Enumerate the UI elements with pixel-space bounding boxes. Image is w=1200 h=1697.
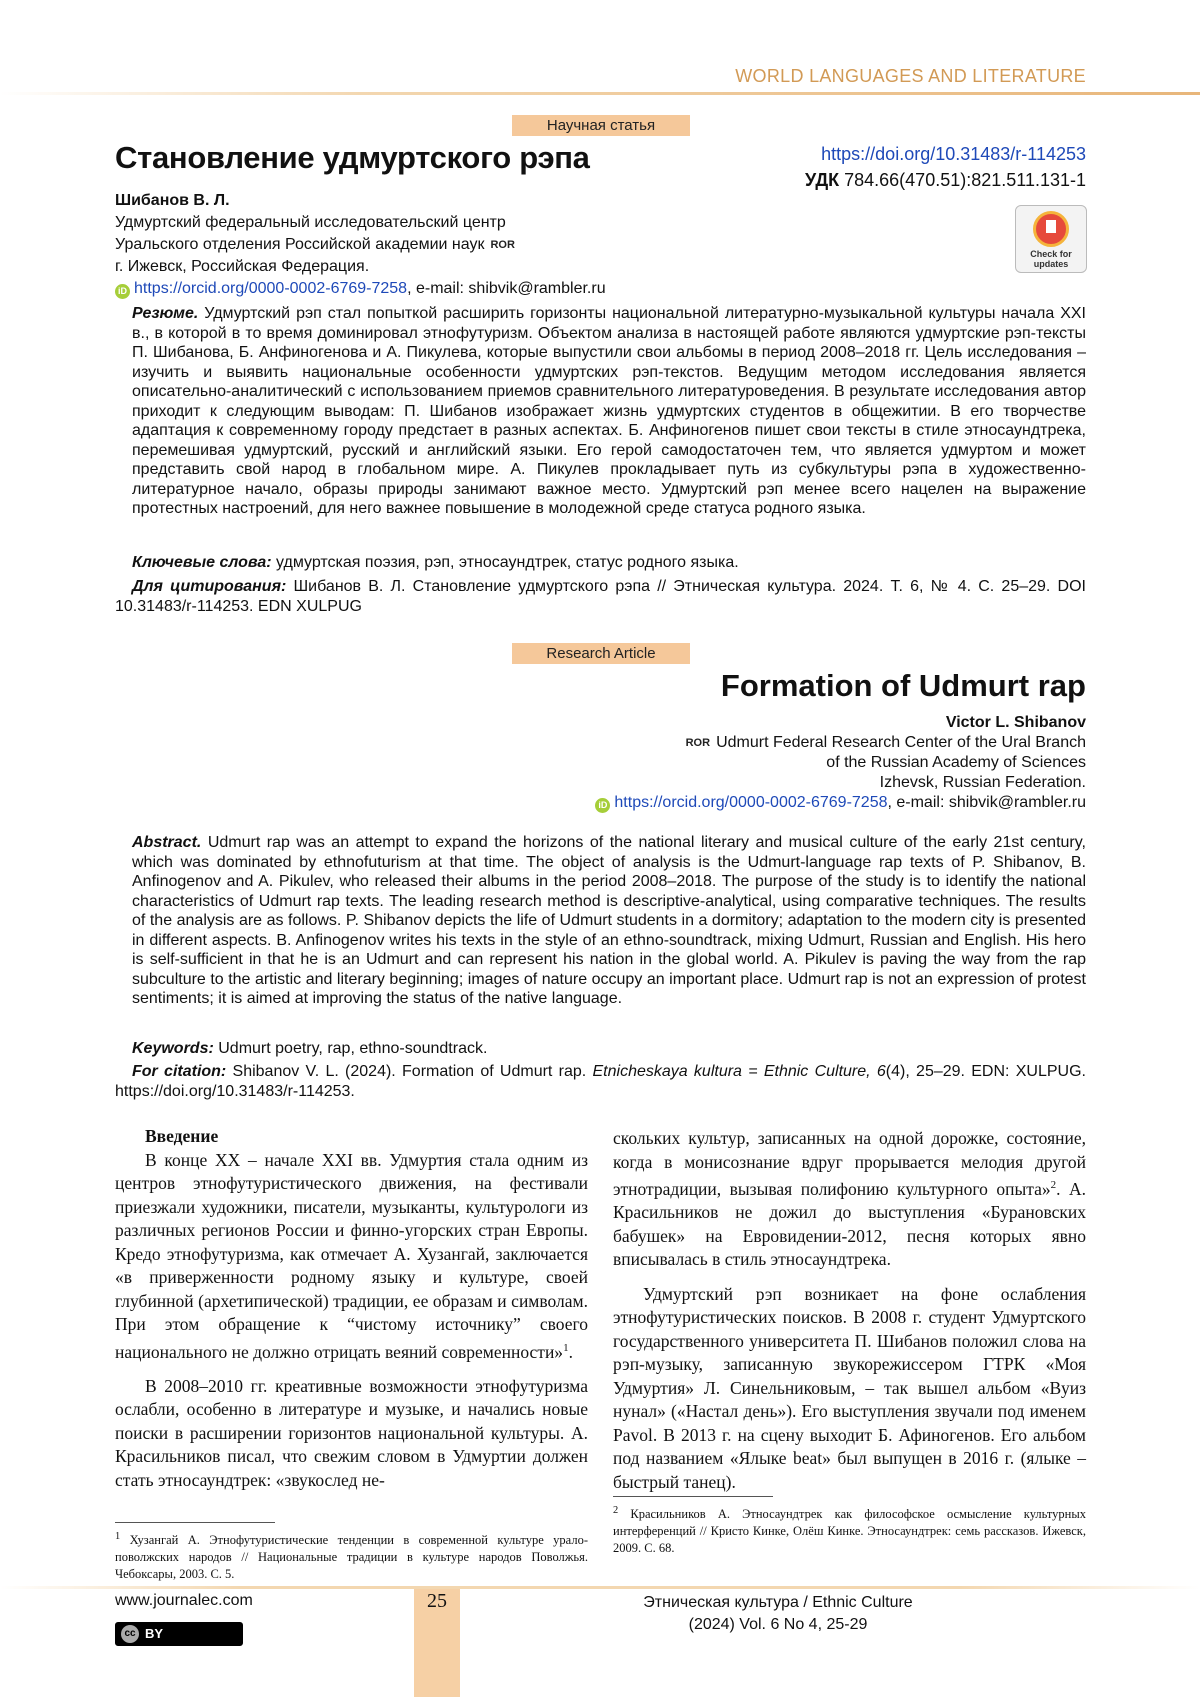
paragraph-1-end: .: [568, 1341, 573, 1362]
abstract-text-ru: Удмуртский рэп стал попыткой расширить горизонты национальной литературно-музыкальной культуры начала XXI в., в которой в то время доминировал этнофутуризм. Объектом анализа в настоящей работе являются удмуртские рэп-тексты П. Шибанова, Б. Анфиногенова и А. Пикулева, которые выпустили свои альбомы в период 2008–2018 гг. Цель исследования – изучить и выявить национальные особенности удмуртских рэп-текстов. Ведущим методом исследования является описательно-аналитический с использованием приемов сравнительного литературоведения. В результате исследования автор приходит к следующим выводам: П. Шибанов изображает жизнь удмуртских студентов в общежитии. В его творчестве адаптация к современному городу предстает в разных аспектах. Б. Анфиногенов пишет свои тексты в стиле этносаундтрека, перемешивая удмуртский, русский и английский языки. Его герой самодостаточен тем, что является удмуртом и может представить свой народ в глобальном мире. А. Пикулев прокладывает путь из субкультуры рэпа в художественно-литературное начало, образы природы занимают важное место. Удмуртский рэп менее всего нацелен на выражение протестных настроений, для него важнее повышение в молодежной среде статуса родного языка.: [132, 305, 1086, 517]
article-title-en: Formation of Udmurt rap: [720, 668, 1086, 703]
ror-icon[interactable]: ROR: [490, 239, 515, 251]
footnote-2-text: Красильников А. Этносаундтрек как философское осмысление культурных интерференций // Кристо Кинке, Олёш Кинке. Этносаундтрек: семь рассказов. Ижевск, 2009. С. 68.: [613, 1507, 1086, 1556]
license-label: BY: [145, 1626, 164, 1641]
keywords-ru: [132, 553, 1086, 573]
article-type-badge-en: Research Article: [512, 643, 690, 664]
footnote-divider-right: [613, 1496, 773, 1497]
section-heading: Введение: [145, 1126, 219, 1146]
citation-text-en-1: Shibanov V. L. (2024). Formation of Udmurt rap.: [226, 1063, 593, 1080]
check-for-updates-button[interactable]: [1015, 205, 1087, 273]
body-column-right: [613, 1127, 1086, 1494]
udk-value: 784.66(470.51):821.511.131-1: [839, 170, 1086, 190]
journal-name: Этническая культура / Ethnic Culture: [643, 1594, 913, 1611]
section-label: WORLD LANGUAGES AND LITERATURE: [735, 66, 1086, 86]
footnote-1-number: 1: [115, 1531, 121, 1542]
footnote-1-text: Хузангай А. Этнофутуристические тенденции в современной культуре урало-поволжских народов // Национальные традиции в культуре народов Поволжья. Чебоксары, 2003. С. 5.: [115, 1533, 588, 1582]
citation-journal-en: Etnicheskaya kultura = Ethnic Culture, 6: [592, 1063, 886, 1080]
citation-en: [115, 1062, 1086, 1101]
cc-icon: cc: [121, 1625, 139, 1643]
cc-by-license-badge[interactable]: [115, 1622, 243, 1646]
author-block-en: [595, 713, 1086, 813]
keywords-label-en: Keywords:: [132, 1040, 214, 1057]
orcid-icon: iD: [595, 798, 610, 813]
journal-issue: (2024) Vol. 6 No 4, 25-29: [688, 1616, 868, 1633]
affiliation-line-1: Удмуртский федеральный исследовательский центр: [115, 214, 506, 231]
journal-info: [613, 1592, 943, 1636]
author-name-ru: Шибанов В. Л.: [115, 192, 230, 209]
orcid-line-ru: [115, 278, 606, 300]
keywords-text-en: Udmurt poetry, rap, ethno-soundtrack.: [213, 1040, 488, 1057]
paragraph-3: [613, 1127, 1086, 1272]
citation-ru: [115, 577, 1086, 616]
affiliation-en-3: Izhevsk, Russian Federation.: [879, 774, 1086, 791]
doi-link[interactable]: https://doi.org/10.31483/r-114253: [821, 144, 1086, 164]
keywords-en: [132, 1039, 1086, 1059]
author-block-ru: [115, 190, 606, 300]
keywords-text-ru: удмуртская поэзия, рэп, этносаундтрек, статус родного языка.: [271, 554, 739, 571]
page-number: 25: [427, 1590, 447, 1612]
footnote-1: [115, 1528, 588, 1583]
affiliation-en-2: of the Russian Academy of Sciences: [826, 754, 1086, 771]
abstract-text-en: Udmurt rap was an attempt to expand the horizons of the national literary and musical culture of the early 21st century, which was dominated by ethnofuturism at that time. The object of analysis is the Udmurt-language rap texts of P. Shibanov, B. Anfinogenov and A. Pikulev, who released their albums in the period 2008–2018. The purpose of the study is to identify the national characteristics of Udmurt rap texts. The leading research method is descriptive-analytical, using comparative techniques. The results of the analysis are as follows. P. Shibanov depicts the life of Udmurt students in a dormitory; adaptation to the modern city is presented in different aspects. B. Anfinogenov writes his texts in the style of an ethno-soundtrack, mixing Udmurt, Russian and English. His hero is self-sufficient in that he is an Udmurt and can represent his nation in the global world. A. Pikulev is paving the way from the rap subculture to the artistic and literary beginning; images of nature occupy an important place. Udmurt rap is not an expression of protest sentiments; it is aimed at improving the status of the native language.: [132, 834, 1086, 1007]
body-column-left: [115, 1125, 588, 1492]
author-name-en: Victor L. Shibanov: [945, 714, 1086, 731]
citation-label-ru: Для цитирования:: [132, 578, 287, 595]
orcid-icon: iD: [115, 284, 130, 299]
orcid-link-en[interactable]: https://orcid.org/0000-0002-6769-7258: [614, 794, 888, 811]
orcid-line-en: [595, 793, 1086, 813]
paragraph-3-text: скольких культур, записанных на одной дорожке, состояние, когда в монисознание вдруг прорывается мелодия другой этнотрадиции, вызывая полифонию культурного опыта»: [613, 1128, 1086, 1199]
abstract-en: [132, 833, 1086, 1009]
article-title-ru: Становление удмуртского рэпа: [115, 140, 590, 175]
affiliation-en-text: Udmurt Federal Research Center of the Ural Branch: [716, 734, 1086, 751]
affiliation-line-3: г. Ижевск, Российская Федерация.: [115, 258, 370, 275]
journal-website[interactable]: www.journalec.com: [115, 1592, 253, 1609]
footnote-2-number: 2: [613, 1505, 619, 1516]
paragraph-2: В 2008–2010 гг. креативные возможности этнофутуризма ослабли, особенно в литературе и музыке, и начались новые поиски в расширении горизонтов национальной культуры. А. Красильников писал, что свежим словом в Удмуртии должен стать этносаундтрек: «звукослед не-: [115, 1375, 588, 1490]
orcid-link[interactable]: https://orcid.org/0000-0002-6769-7258: [134, 280, 408, 297]
header-divider: [0, 92, 1200, 95]
citation-text-ru: Шибанов В. Л. Становление удмуртского рэпа // Этническая культура. 2024. Т. 6, № 4. С. 25–29. DOI 10.31483/r-114253. EDN XULPUG: [115, 578, 1086, 615]
email-text-en: , e-mail: shibvik@rambler.ru: [887, 794, 1086, 811]
udk-code: [805, 170, 1086, 191]
affiliation-line-2: [115, 234, 606, 256]
affiliation-text: Уральского отделения Российской академии наук: [115, 236, 485, 253]
paragraph-4: Удмуртский рэп возникает на фоне ослабления этнофутуристических поисков. В 2008 г. студент Удмуртского государственного университета П. Шибанов положил слова на рэп-музыку, записанную звукорежиссером ГТРК «Моя Удмуртия» Л. Синельниковым, – так вышел альбом «Вуиз нунал» («Настал день»). Его выступления звучали под именем Pavol. В 2013 г. на сцену выходит Б. Афиногенов. Его альбом под названием «Ялыке beat» был выпущен в 2016 г. (ялыке – быстрый танец).: [613, 1283, 1086, 1492]
footnote-ref-1[interactable]: 1: [563, 1341, 569, 1354]
keywords-label-ru: Ключевые слова:: [132, 554, 272, 571]
bookmark-icon: [1033, 211, 1069, 247]
paragraph-1-text: В конце XX – начале XXI вв. Удмуртия стала одним из центров этнофутуристического движения, на фестивали приезжали художники, писатели, музыканты, культурологи из различных регионов России и финно-угорских стран Европы. Кредо этнофутуризма, как отмечает А. Хузангай, заключается «в приверженности родному языку и культуре, своей глубинной (архетипической) традиции, ее образам и символам. При этом обращение к “чистому источнику” своего национального не должно отрицать веяний современности»: [115, 1149, 588, 1362]
citation-label-en: For citation:: [132, 1063, 227, 1080]
udk-label: УДК: [805, 170, 840, 190]
footnote-2: [613, 1502, 1086, 1557]
footnote-ref-2[interactable]: 2: [1050, 1179, 1057, 1191]
abstract-ru: [132, 304, 1086, 519]
abstract-label-en: Abstract.: [132, 834, 202, 851]
footer-divider: [0, 1586, 1200, 1589]
check-updates-line2: updates: [1033, 259, 1069, 269]
email-text: , e-mail: shibvik@rambler.ru: [407, 280, 606, 297]
article-type-badge-ru: Научная статья: [512, 115, 690, 136]
ror-icon[interactable]: ROR: [685, 737, 711, 749]
paragraph-3-end: . А. Красильников не дожил до выступления «Бурановских бабушек» на Евровидении-2012, песня которых явно вписывалась в стиль этносаундтрека.: [613, 1178, 1087, 1270]
check-updates-line1: Check for: [1030, 249, 1072, 259]
citation-text-en-2: (4), 25–29. EDN: XULPUG. https://doi.org/10.31483/r-114253.: [115, 1063, 1086, 1100]
abstract-label-ru: Резюме.: [132, 305, 199, 322]
paragraph-1: [115, 1149, 588, 1364]
footnote-divider-left: [115, 1522, 275, 1523]
affiliation-en-1: [595, 733, 1086, 753]
